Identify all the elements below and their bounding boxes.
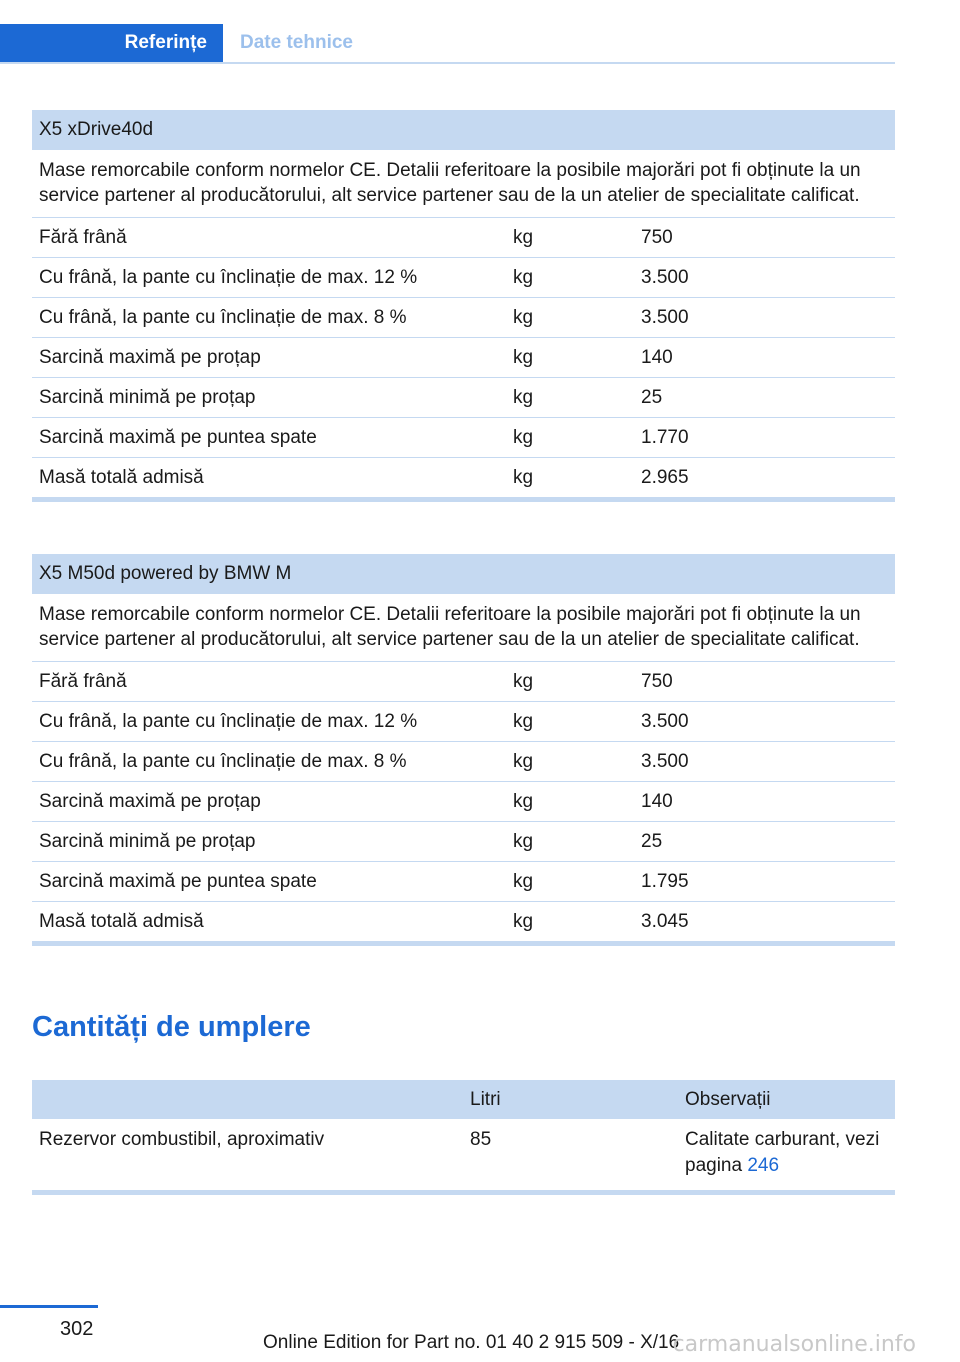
table-description: Mase remorcabile conform normelor CE. Detalii referitoare la posibile majorări pot fi obținute la un service partener al producătorului, alt service partener sau de la un atelier de specialitate calificat. [32,150,895,218]
row-unit: kg [506,822,634,862]
row-value: 2.965 [634,458,895,500]
row-label: Sarcină maximă pe proțap [32,782,506,822]
row-value: 3.500 [634,742,895,782]
page-number-rule [0,1305,98,1308]
row-label: Sarcină maximă pe proțap [32,338,506,378]
row-value: 140 [634,338,895,378]
watermark: carmanualsonline.info [672,1332,916,1357]
row-label: Fără frână [32,662,506,702]
row-value: 3.500 [634,702,895,742]
tab-technical-data[interactable]: Date tehnice [240,32,353,53]
row-label: Sarcină minimă pe proțap [32,822,506,862]
row-label: Cu frână, la pante cu înclinație de max. 8 % [32,298,506,338]
row-unit: kg [506,662,634,702]
row-unit: kg [506,258,634,298]
table-row [32,378,895,418]
row-value: 3.500 [634,258,895,298]
table-row [32,902,895,944]
row-unit: kg [506,862,634,902]
row-label: Sarcină minimă pe proțap [32,378,506,418]
row-unit: kg [506,458,634,500]
row-value: 3.045 [634,902,895,944]
table-row [32,1119,895,1193]
table-row [32,742,895,782]
row-label: Masă totală admisă [32,902,506,944]
table-model-title: X5 M50d powered by BMW M [32,554,895,594]
section-title-fill-quantities: Cantități de umplere [32,1011,311,1043]
table-row [32,862,895,902]
row-label: Rezervor combustibil, aproximativ [32,1119,463,1193]
page-reference-link[interactable]: 246 [747,1155,780,1176]
row-unit: kg [506,702,634,742]
table-row [32,782,895,822]
spec-table-m50d [32,554,895,946]
row-value: 1.795 [634,862,895,902]
row-unit: kg [506,902,634,944]
header-tab-bar [0,24,895,64]
header-empty-cell [32,1080,463,1119]
tab-references[interactable]: Referințe [0,24,223,62]
row-unit: kg [506,742,634,782]
row-value: 3.500 [634,298,895,338]
table-row [32,298,895,338]
table-row [32,702,895,742]
row-note-text: Calitate carburant, vezi pagina [685,1129,880,1176]
row-label: Masă totală admisă [32,458,506,500]
table-row [32,418,895,458]
row-value: 25 [634,378,895,418]
row-value: 1.770 [634,418,895,458]
row-label: Cu frână, la pante cu înclinație de max. 12 % [32,702,506,742]
table-row [32,822,895,862]
spec-table-xdrive40d [32,110,895,502]
row-label: Sarcină maximă pe puntea spate [32,418,506,458]
table-description: Mase remorcabile conform normelor CE. Detalii referitoare la posibile majorări pot fi obținute la un service partener al producătorului, alt service partener sau de la un atelier de specialitate calificat. [32,594,895,662]
row-note [678,1119,895,1193]
row-unit: kg [506,418,634,458]
page-number: 302 [60,1318,94,1340]
header-observatii: Observații [678,1080,895,1119]
row-unit: kg [506,338,634,378]
edition-footer: Online Edition for Part no. 01 40 2 915 509 - X/16 [263,1332,680,1353]
table-model-title: X5 xDrive40d [32,110,895,150]
table-row [32,258,895,298]
row-unit: kg [506,218,634,258]
row-unit: kg [506,298,634,338]
row-label: Cu frână, la pante cu înclinație de max. 8 % [32,742,506,782]
fill-quantities-table [32,1080,895,1195]
table-row [32,338,895,378]
row-label: Cu frână, la pante cu înclinație de max. 12 % [32,258,506,298]
row-label: Sarcină maximă pe puntea spate [32,862,506,902]
row-unit: kg [506,782,634,822]
row-value: 85 [463,1119,678,1193]
header-litri: Litri [463,1080,678,1119]
table-header-row [32,1080,895,1119]
row-label: Fără frână [32,218,506,258]
table-row [32,218,895,258]
row-value: 750 [634,662,895,702]
row-value: 140 [634,782,895,822]
row-unit: kg [506,378,634,418]
table-row [32,458,895,500]
row-value: 750 [634,218,895,258]
row-value: 25 [634,822,895,862]
table-row [32,662,895,702]
